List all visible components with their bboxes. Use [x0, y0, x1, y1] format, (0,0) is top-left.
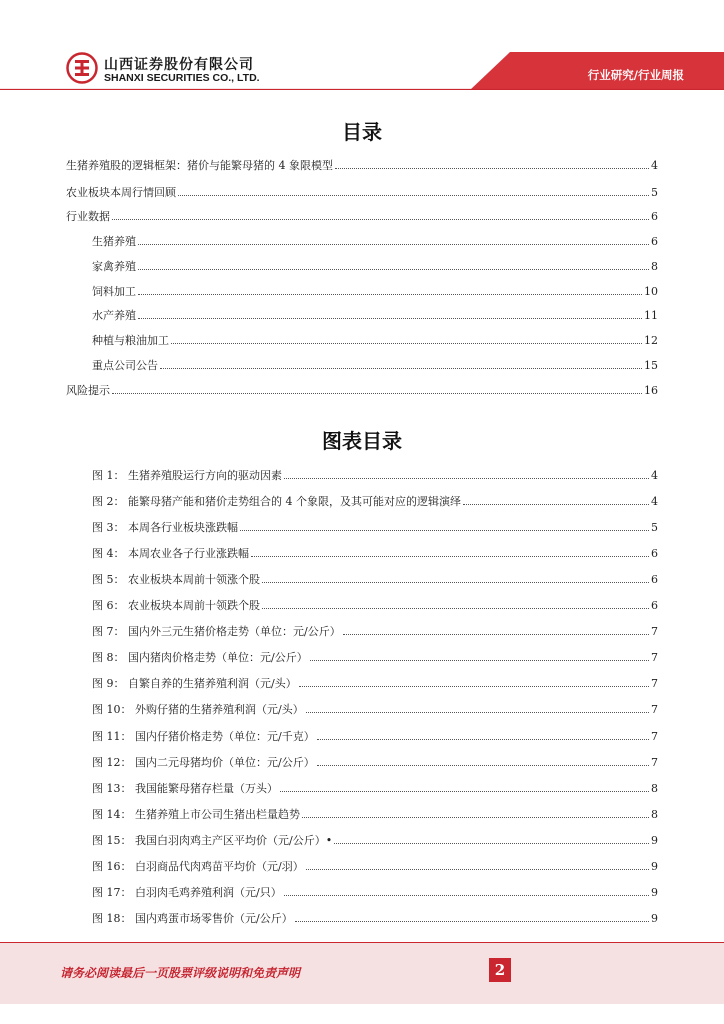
dot-leader: [280, 790, 649, 792]
dot-leader: [138, 268, 649, 270]
dot-leader: [112, 218, 649, 220]
figure-item[interactable]: [92, 859, 658, 875]
figure-item-page: 7: [651, 729, 658, 743]
toc-item-text: 重点公司公告: [92, 359, 158, 372]
figure-item[interactable]: [92, 807, 658, 823]
figure-item[interactable]: [92, 833, 658, 849]
toc-item[interactable]: [66, 158, 658, 174]
figure-item[interactable]: [92, 729, 658, 745]
figure-item-text: 图 12： 国内二元母猪均价（单位：元/公斤）: [92, 755, 315, 769]
dot-leader: [178, 194, 649, 196]
figure-item-text: 图 1： 生猪养殖股运行方向的驱动因素: [92, 469, 282, 482]
toc-item-page: 6: [651, 210, 658, 223]
figures-title: 图表目录: [322, 429, 402, 453]
figure-item-text: 图 9： 自繁自养的生猪养殖利润（元/头）: [92, 677, 297, 691]
figure-item-text: 图 13： 我国能繁母猪存栏量（万头）: [92, 781, 278, 795]
figure-item[interactable]: [92, 781, 658, 797]
dot-leader: [284, 894, 649, 896]
toc-item-page: 4: [651, 159, 658, 172]
company-logo-icon: [66, 52, 98, 84]
figure-item-text: 图 4： 本周农业各子行业涨跌幅: [92, 547, 249, 561]
toc-item-page: 8: [651, 260, 658, 273]
figure-item[interactable]: [92, 911, 658, 927]
figure-item-text: 图 3： 本周各行业板块涨跌幅: [92, 521, 238, 535]
figure-item-text: 图 16： 白羽商品代肉鸡苗平均价（元/羽）: [92, 859, 304, 873]
figure-item-text: 图 15： 我国白羽肉鸡主产区平均价（元/公斤）•: [92, 833, 333, 847]
figure-item[interactable]: [92, 468, 658, 484]
figure-item[interactable]: [92, 702, 658, 718]
toc-item[interactable]: [66, 185, 658, 201]
figure-item-page: 7: [651, 755, 658, 769]
figure-item-page: 6: [651, 573, 658, 587]
toc-item-page: 10: [644, 285, 658, 298]
figure-item-text: 图 11： 国内仔猪价格走势（单位：元/千克）: [92, 729, 315, 743]
page-header: [0, 0, 724, 100]
figure-item-page: 7: [651, 677, 658, 691]
figure-item-text: 图 17： 白羽肉毛鸡养殖利润（元/只）: [92, 885, 282, 899]
toc-title: 目录: [342, 120, 382, 144]
dot-leader: [138, 243, 649, 245]
figure-item-page: 4: [651, 469, 658, 482]
figure-item-page: 9: [651, 833, 658, 847]
dot-leader: [317, 738, 649, 740]
figure-item-page: 9: [651, 859, 658, 873]
dot-leader: [343, 633, 649, 635]
page-footer: [0, 942, 724, 1004]
figure-item-page: 6: [651, 547, 658, 561]
dot-leader: [112, 392, 642, 394]
dot-leader: [138, 293, 642, 295]
dot-leader: [310, 659, 649, 661]
page-number: 2: [489, 958, 511, 982]
toc-item-text: 饲料加工: [92, 285, 136, 298]
toc-item-text: 农业板块本周行情回顾: [66, 186, 176, 199]
toc-item-text: 生猪养殖: [92, 235, 136, 248]
toc-item-page: 16: [644, 384, 658, 397]
dot-leader: [302, 816, 649, 818]
figure-item-page: 8: [651, 781, 658, 795]
figure-item-text: 图 14： 生猪养殖上市公司生猪出栏量趋势: [92, 807, 300, 821]
figure-item[interactable]: [92, 546, 658, 562]
figure-item-text: 图 7： 国内外三元生猪价格走势（单位：元/公斤）: [92, 625, 341, 639]
figure-item-text: 图 18： 国内鸡蛋市场零售价（元/公斤）: [92, 911, 293, 925]
toc-item-text: 生猪养殖股的逻辑框架：猪价与能繁母猪的 4 象限模型: [66, 159, 333, 172]
figure-item-text: 图 2： 能繁母猪产能和猪价走势组合的 4 个象限，及其可能对应的逻辑演绎: [92, 495, 461, 509]
figure-item-page: 7: [651, 651, 658, 665]
toc-item[interactable]: [92, 284, 658, 300]
dot-leader: [138, 317, 642, 319]
figure-item-text: 图 6： 农业板块本周前十领跌个股: [92, 599, 260, 613]
figure-item-page: 9: [651, 885, 658, 899]
dot-leader: [335, 167, 649, 169]
dot-leader: [306, 711, 649, 713]
toc-item[interactable]: [92, 333, 658, 349]
figure-item-text: 图 5： 农业板块本周前十领涨个股: [92, 573, 260, 587]
figure-item[interactable]: [92, 650, 658, 666]
company-name-cn: 山西证券股份有限公司: [104, 57, 254, 73]
toc-item[interactable]: [66, 383, 658, 399]
figure-item-page: 4: [651, 495, 658, 509]
dot-leader: [160, 367, 642, 369]
toc-item-page: 12: [644, 334, 658, 347]
dot-leader: [295, 920, 649, 922]
figure-item[interactable]: [92, 676, 658, 692]
toc-item-text: 水产养殖: [92, 309, 136, 322]
figure-item-page: 7: [651, 703, 658, 717]
toc-item-page: 11: [644, 309, 658, 322]
figure-item-page: 5: [651, 521, 658, 535]
figure-item-page: 6: [651, 599, 658, 613]
figure-item-page: 8: [651, 807, 658, 821]
disclaimer-text: 请务必阅读最后一页股票评级说明和免责声明: [60, 966, 301, 980]
toc-item-page: 5: [651, 186, 658, 199]
toc-item[interactable]: [92, 234, 658, 250]
figure-item-page: 7: [651, 625, 658, 639]
toc-item[interactable]: [92, 358, 658, 374]
dot-leader: [299, 685, 649, 687]
toc-item[interactable]: [66, 209, 658, 225]
figure-item[interactable]: [92, 494, 658, 510]
figure-item[interactable]: [92, 755, 658, 771]
figure-item[interactable]: [92, 624, 658, 640]
figure-item-text: 图 10： 外购仔猪的生猪养殖利润（元/头）: [92, 703, 304, 717]
company-name-en: SHANXI SECURITIES CO., LTD.: [104, 72, 260, 84]
dot-leader: [251, 555, 649, 557]
dot-leader: [334, 842, 649, 844]
dot-leader: [317, 764, 649, 766]
dot-leader: [284, 477, 649, 479]
toc-item-text: 种植与粮油加工: [92, 334, 169, 347]
figure-item-page: 9: [651, 911, 658, 925]
toc-item-text: 风险提示: [66, 384, 110, 397]
figure-item[interactable]: [92, 572, 658, 588]
figure-item[interactable]: [92, 598, 658, 614]
dot-leader: [306, 868, 649, 870]
dot-leader: [463, 503, 649, 505]
toc-item[interactable]: [92, 308, 658, 324]
figure-item-text: 图 8： 国内猪肉价格走势（单位：元/公斤）: [92, 651, 308, 665]
figure-item[interactable]: [92, 520, 658, 536]
figure-item[interactable]: [92, 885, 658, 901]
dot-leader: [240, 529, 649, 531]
toc-item-page: 15: [644, 359, 658, 372]
toc-item[interactable]: [92, 259, 658, 275]
dot-leader: [262, 607, 649, 609]
dot-leader: [171, 342, 642, 344]
toc-item-text: 家禽养殖: [92, 260, 136, 273]
toc-item-page: 6: [651, 235, 658, 248]
report-type-label: 行业研究/行业周报: [587, 68, 684, 82]
dot-leader: [262, 581, 649, 583]
toc-item-text: 行业数据: [66, 210, 110, 223]
